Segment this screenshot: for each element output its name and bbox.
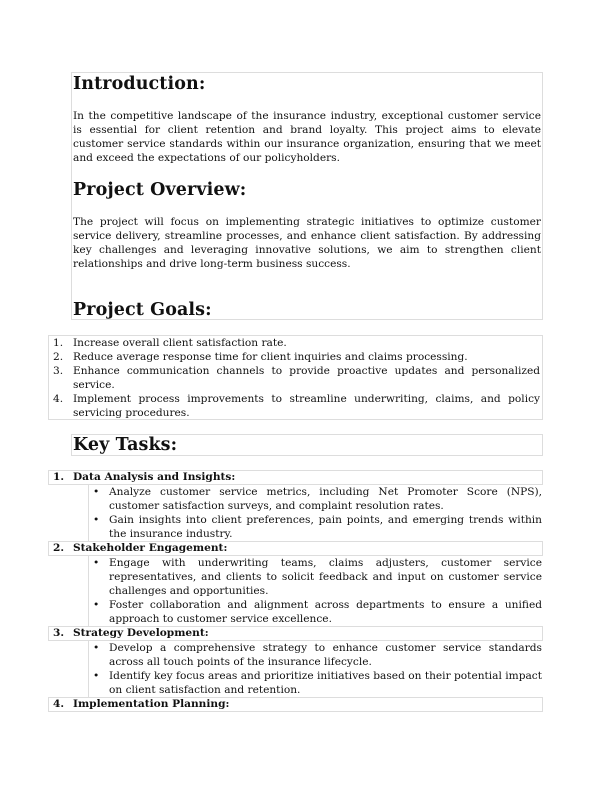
task-item [48,626,543,641]
introduction-text: In the competitive landscape of the insurance industry, exceptional customer service is essential for client retention and brand loyalty. This project aims to elevate customer service standards within our insurance organization, ensuring that we meet and exceed the expectations of our policyholders. [73,110,541,164]
goal-item [49,350,540,364]
goal-number: 2. [53,351,64,363]
task-title: Data Analysis and Insights: [73,471,236,483]
task-title: Strategy Development: [73,627,209,639]
goals-list [48,335,543,420]
bullet-icon: • [93,642,100,654]
bullet-icon: • [93,599,100,611]
subtask-item [89,556,543,598]
key-tasks-heading: Key Tasks: [73,435,178,455]
task-title: Stakeholder Engagement: [73,542,228,554]
bullet-icon: • [93,557,100,569]
subtask-item [89,485,543,513]
task-item [48,697,543,712]
subtask-text: Foster collaboration and alignment across departments to ensure a unified approach to customer service excellence. [109,599,542,625]
task-number: 1. [53,471,65,483]
subtask-text: Develop a comprehensive strategy to enhance customer service standards across all touch points of the insurance lifecycle. [109,642,542,668]
introduction-heading: Introduction: [73,74,206,94]
goal-text: Increase overall client satisfaction rate. [73,337,287,349]
goal-number: 3. [53,365,64,377]
subtask-text: Gain insights into client preferences, pain points, and emerging trends within the insurance industry. [109,514,542,540]
goal-text: Enhance communication channels to provide proactive updates and personalized service. [73,365,540,391]
goals-heading: Project Goals: [73,300,212,320]
goal-item [49,364,540,392]
goal-text: Implement process improvements to streamline underwriting, claims, and policy servicing procedures. [73,393,540,419]
subtask-item [89,513,543,541]
subtask-item [89,598,543,626]
task-title: Implementation Planning: [73,698,230,710]
goal-text: Reduce average response time for client inquiries and claims processing. [73,351,468,363]
intro-section [71,72,543,320]
key-tasks-section [71,434,543,456]
task-number: 4. [53,698,65,710]
overview-text: The project will focus on implementing strategic initiatives to optimize customer service delivery, streamline processes, and enhance client satisfaction. By addressing key challenges and leveraging innovative solutions, we aim to strengthen client relationships and drive long-term business success. [73,216,541,270]
subtask-item [89,641,543,669]
task-number: 2. [53,542,65,554]
bullet-icon: • [93,514,100,526]
goal-number: 1. [53,337,64,349]
task-item [48,541,543,556]
overview-heading: Project Overview: [73,180,247,200]
subtask-text: Identify key focus areas and prioritize initiatives based on their potential impact on client satisfaction and retention. [109,670,542,696]
subtask-text: Engage with underwriting teams, claims adjusters, customer service representatives, and clients to solicit feedback and input on customer service challenges and opportunities. [109,557,542,597]
bullet-icon: • [93,670,100,682]
goal-number: 4. [53,393,64,405]
task-number: 3. [53,627,65,639]
task-subtasks [88,485,543,541]
subtask-text: Analyze customer service metrics, including Net Promoter Score (NPS), customer satisfaction surveys, and complaint resolution rates. [109,486,542,512]
task-subtasks [88,641,543,697]
goal-item [49,336,540,350]
bullet-icon: • [93,486,100,498]
subtask-item [89,669,543,697]
task-subtasks [88,556,543,626]
goal-item [49,392,540,420]
task-item [48,470,543,485]
